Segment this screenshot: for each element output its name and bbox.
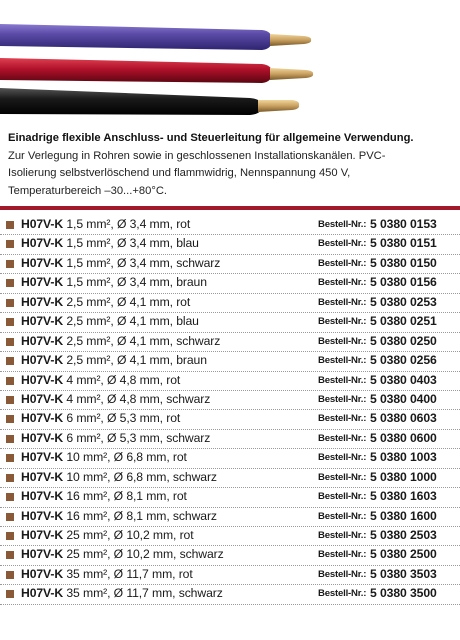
bullet-square-icon [6,357,14,365]
product-type: H07V-K [21,489,64,504]
bullet-square-icon [6,279,14,287]
product-name [21,509,217,523]
product-name [21,567,193,581]
product-spec: 1,5 mm², Ø 3,4 mm, rot [66,217,191,231]
table-row [0,294,460,313]
order-number: 5 0380 0151 [370,236,437,251]
order-number: 5 0380 0253 [370,294,437,309]
bullet-square-icon [6,493,14,501]
product-spec: 2,5 mm², Ø 4,1 mm, blau [66,314,199,329]
product-spec: 4 mm², Ø 4,8 mm, rot [66,372,181,387]
table-row [0,274,460,293]
product-spec: 25 mm², Ø 10,2 mm, schwarz [66,547,224,562]
order-number: 5 0380 0600 [370,430,437,445]
order-number: 5 0380 0403 [370,372,437,387]
product-name [21,373,180,387]
product-table [0,216,460,605]
order-number: 5 0380 1003 [370,450,437,465]
product-type: H07V-K [21,294,64,309]
product-spec: 16 mm², Ø 8,1 mm, schwarz [66,508,217,523]
description [8,130,454,200]
order-label: Bestell-Nr.: [318,568,367,580]
order-number: 5 0380 1600 [370,508,437,523]
order-label: Bestell-Nr.: [318,471,367,483]
order-label: Bestell-Nr.: [318,530,367,541]
table-row [0,449,460,468]
order-label: Bestell-Nr.: [318,335,367,347]
bullet-square-icon [6,474,14,482]
accent-divider [0,206,460,210]
table-row [0,527,460,546]
table-row [0,333,460,352]
bullet-square-icon [6,454,14,462]
product-name [21,217,190,231]
order-number: 5 0380 0251 [370,314,437,329]
product-spec: 6 mm², Ø 5,3 mm, schwarz [66,430,211,445]
bullet-square-icon [6,571,14,579]
product-name [21,450,187,464]
bullet-square-icon [6,240,14,248]
table-row [0,372,460,391]
order-label: Bestell-Nr.: [318,296,367,308]
order-number: 5 0380 3503 [370,566,437,581]
cable-illustration [0,0,460,128]
bullet-square-icon [6,260,14,268]
table-row [0,469,460,488]
table-row [0,410,460,429]
product-type: H07V-K [21,547,64,562]
table-row [0,488,460,507]
product-spec: 1,5 mm², Ø 3,4 mm, schwarz [66,255,221,270]
bullet-square-icon [6,396,14,404]
order-label: Bestell-Nr.: [318,452,367,464]
order-number: 5 0380 0256 [370,353,437,368]
order-number: 5 0380 0153 [370,217,437,231]
product-type: H07V-K [21,217,64,231]
table-row [0,391,460,410]
bullet-square-icon [6,551,14,559]
table-row [0,566,460,585]
product-spec: 2,5 mm², Ø 4,1 mm, schwarz [66,333,221,348]
order-label: Bestell-Nr.: [318,277,367,289]
product-name [21,411,180,425]
product-spec: 10 mm², Ø 6,8 mm, rot [66,450,187,465]
description-headline: Einadrige flexible Anschluss- und Steuerleitung für allgemeine Verwendung. [8,132,414,144]
order-number: 5 0380 0400 [370,391,437,406]
bullet-square-icon [6,590,14,598]
product-spec: 2,5 mm², Ø 4,1 mm, rot [66,294,191,309]
order-label: Bestell-Nr.: [318,510,367,522]
table-row [0,430,460,449]
table-row [0,352,460,371]
cable-black [0,88,299,115]
product-type: H07V-K [21,275,64,290]
product-spec: 6 mm², Ø 5,3 mm, rot [66,411,181,426]
bullet-square-icon [6,221,14,229]
product-type: H07V-K [21,586,64,601]
cable-red [0,58,313,83]
order-label: Bestell-Nr.: [318,549,367,561]
order-label: Bestell-Nr.: [318,257,367,269]
product-type: H07V-K [21,236,64,251]
product-name [21,431,210,445]
product-type: H07V-K [21,314,64,329]
cable-blue [0,24,311,50]
table-row [0,546,460,565]
order-number: 5 0380 1000 [370,469,437,484]
product-type: H07V-K [21,566,64,581]
order-number: 5 0380 3500 [370,586,437,601]
table-row [0,508,460,527]
bullet-square-icon [6,318,14,326]
product-spec: 2,5 mm², Ø 4,1 mm, braun [66,353,207,368]
product-type: H07V-K [21,469,64,484]
order-number: 5 0380 0150 [370,255,437,270]
product-spec: 35 mm², Ø 11,7 mm, schwarz [66,586,223,601]
bullet-square-icon [6,338,14,346]
product-name [21,392,210,406]
product-spec: 25 mm², Ø 10,2 mm, rot [66,528,194,542]
order-number: 5 0380 0250 [370,333,437,348]
product-spec: 4 mm², Ø 4,8 mm, schwarz [66,391,211,406]
product-name [21,353,207,367]
product-name [21,470,217,484]
table-row [0,235,460,254]
table-row [0,313,460,332]
description-line: Isolierung selbstverlöschend und flammwidrig, Nennspannung 450 V, [8,167,351,179]
product-name [21,547,224,561]
order-number: 5 0380 0156 [370,275,437,290]
description-line: Zur Verlegung in Rohren sowie in geschlossenen Installationskanälen. PVC- [8,149,386,162]
product-type: H07V-K [21,508,64,523]
product-name [21,295,190,309]
product-type: H07V-K [21,528,64,542]
bullet-square-icon [6,435,14,443]
bullet-square-icon [6,415,14,423]
description-line: Temperaturbereich –30...+80°C. [8,184,168,197]
product-name [21,489,187,503]
order-label: Bestell-Nr.: [318,393,367,405]
order-number: 5 0380 2500 [370,547,437,562]
order-label: Bestell-Nr.: [318,588,367,600]
product-name [21,256,220,270]
product-spec: 1,5 mm², Ø 3,4 mm, braun [66,275,207,290]
table-row [0,255,460,274]
product-name [21,314,199,328]
bullet-square-icon [6,377,14,385]
product-name [21,275,207,289]
product-spec: 35 mm², Ø 11,7 mm, rot [66,566,193,581]
bullet-square-icon [6,513,14,521]
table-row [0,585,460,604]
order-number: 5 0380 2503 [370,528,437,542]
product-spec: 16 mm², Ø 8,1 mm, rot [66,489,187,504]
product-name [21,236,199,250]
bullet-square-icon [6,299,14,307]
product-type: H07V-K [21,411,64,426]
order-label: Bestell-Nr.: [318,238,367,250]
product-type: H07V-K [21,333,64,348]
product-type: H07V-K [21,255,64,270]
order-label: Bestell-Nr.: [318,355,367,367]
product-spec: 10 mm², Ø 6,8 mm, schwarz [66,469,217,484]
order-label: Bestell-Nr.: [318,374,367,386]
order-number: 5 0380 0603 [370,411,437,426]
order-label: Bestell-Nr.: [318,219,367,230]
product-type: H07V-K [21,353,64,368]
product-name [21,586,223,600]
product-name [21,334,220,348]
product-type: H07V-K [21,430,64,445]
order-number: 5 0380 1603 [370,489,437,504]
order-label: Bestell-Nr.: [318,432,367,444]
order-label: Bestell-Nr.: [318,491,367,503]
product-spec: 1,5 mm², Ø 3,4 mm, blau [66,236,199,251]
product-name [21,528,194,542]
product-type: H07V-K [21,372,64,387]
product-type: H07V-K [21,391,64,406]
order-label: Bestell-Nr.: [318,316,367,328]
table-row [0,216,460,235]
order-label: Bestell-Nr.: [318,413,367,425]
product-type: H07V-K [21,450,64,465]
bullet-square-icon [6,532,14,540]
